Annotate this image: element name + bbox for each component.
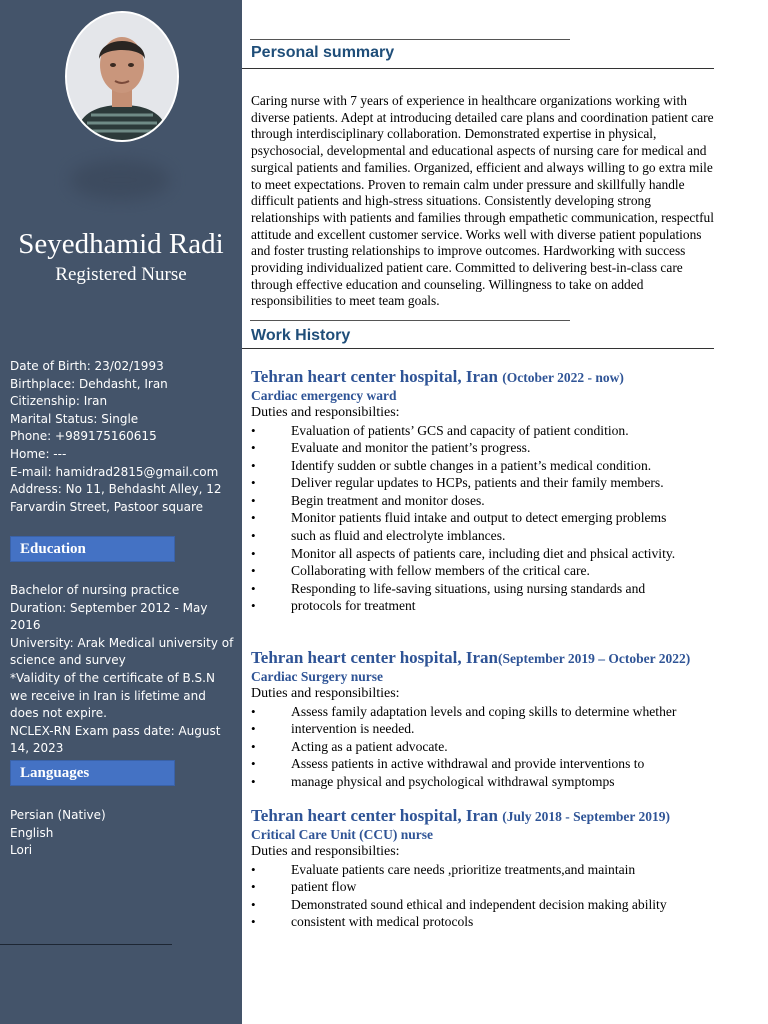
job-title bbox=[251, 648, 751, 668]
info-line: E-mail: hamidrad2815@gmail.com bbox=[10, 464, 219, 479]
work-rule-bottom bbox=[242, 348, 714, 349]
candidate-name: Seyedhamid Radi bbox=[18, 228, 224, 260]
duty-item: • Deliver regular updates to HCPs, patients and their family members. bbox=[251, 474, 751, 492]
duty-item: • manage physical and psychological withdrawal symptomps bbox=[251, 773, 751, 791]
job-dates: (July 2018 - September 2019) bbox=[502, 809, 670, 824]
duties-label: Duties and responsibilties: bbox=[251, 844, 400, 859]
job-role: Critical Care Unit (CCU) nurse bbox=[251, 827, 433, 842]
job-title bbox=[251, 806, 751, 826]
duty-item: • Acting as a patient advocate. bbox=[251, 738, 751, 756]
duty-item: • Monitor all aspects of patients care, including diet and phsical activity. bbox=[251, 545, 751, 563]
duty-item: • such as fluid and electrolyte imblances. bbox=[251, 527, 751, 545]
job-role: Cardiac Surgery nurse bbox=[251, 669, 383, 684]
person-photo-icon bbox=[67, 13, 177, 140]
photo-shadow bbox=[70, 160, 170, 200]
info-line: Address: No 11, Behdasht Alley, 12 Farvardin Street, Pastoor square bbox=[10, 482, 222, 514]
job-title bbox=[251, 367, 751, 387]
job-employer: Tehran heart center hospital, Iran bbox=[251, 367, 503, 386]
duty-item: • Responding to life-saving situations, using nursing standards and bbox=[251, 580, 751, 598]
info-line: Date of Birth: 23/02/1993 bbox=[10, 359, 164, 373]
languages-heading: Languages bbox=[10, 760, 175, 786]
job-employer: Tehran heart center hospital, Iran bbox=[251, 648, 498, 667]
duties-label: Duties and responsibilties: bbox=[251, 405, 400, 420]
summary-rule-top bbox=[250, 39, 570, 40]
duty-item: • intervention is needed. bbox=[251, 720, 751, 738]
duty-item: • patient flow bbox=[251, 878, 751, 896]
sidebar-divider bbox=[0, 944, 172, 945]
education-heading: Education bbox=[10, 536, 175, 562]
personal-info bbox=[10, 358, 235, 516]
duty-item: • Demonstrated sound ethical and independent decision making ability bbox=[251, 896, 751, 914]
duties-list bbox=[251, 422, 751, 616]
info-line: Phone: +989175160615 bbox=[10, 429, 157, 444]
duty-item: • Assess patients in active withdrawal and provide interventions to bbox=[251, 755, 751, 773]
work-rule-top bbox=[250, 320, 570, 321]
duties-list bbox=[251, 703, 751, 791]
education-details bbox=[10, 582, 235, 758]
duty-item: • Collaborating with fellow members of the critical care. bbox=[251, 562, 751, 580]
language-item: Lori bbox=[10, 843, 33, 858]
education-line: University: Arak Medical university of science and survey bbox=[10, 635, 234, 668]
language-item: Persian (Native) bbox=[10, 808, 106, 822]
info-line: Birthplace: Dehdasht, Iran bbox=[10, 376, 168, 391]
job-dates: (October 2022 - now) bbox=[502, 370, 624, 385]
work-heading: Work History bbox=[251, 327, 351, 344]
language-item: English bbox=[10, 825, 54, 840]
job-dates: (September 2019 – October 2022) bbox=[497, 651, 691, 666]
education-line: Duration: September 2012 - May 2016 bbox=[10, 600, 208, 633]
info-line: Citizenship: Iran bbox=[10, 394, 108, 409]
duties-list bbox=[251, 861, 751, 931]
duty-item: • Evaluation of patients’ GCS and capacity of patient condition. bbox=[251, 422, 751, 440]
education-line: Bachelor of nursing practice bbox=[10, 583, 180, 597]
duty-item: • consistent with medical protocols bbox=[251, 913, 751, 931]
duty-item: • Identify sudden or subtle changes in a patient’s medical condition. bbox=[251, 457, 751, 475]
job-role: Cardiac emergency ward bbox=[251, 388, 397, 403]
job-employer: Tehran heart center hospital, Iran bbox=[251, 806, 503, 825]
job-entry bbox=[251, 806, 751, 931]
summary-text: Caring nurse with 7 years of experience in healthcare organizations working with diverse patients. Adept at introducing detailed care plans and coordination patient care through interdisciplinary collaboration. Demonstrated expertise in physical, psychosocial, developmental and educational aspects of nursing care for medical and surgical patients and families. Organized, efficient and always willing to go extra mile to meet expectations. Proven to remain calm under pressure and skillfully handle difficult patients and high-stress situations. Consistently developing strong relationships with patients and families through empathetic communication, respectful attitude and excellent customer service. Works well with diverse patient populations and foster trusting relationships to improve outcomes. Hardworking with success providing individualized patient care. Committed to delivering best-in-class care through effective education and counseling. Willingness to take on added responsibilities to meet team goals. bbox=[251, 93, 714, 309]
summary-rule-bottom bbox=[242, 68, 714, 69]
sidebar bbox=[0, 0, 242, 1024]
info-line: Marital Status: Single bbox=[10, 411, 139, 426]
profile-photo bbox=[65, 11, 179, 142]
job-entry bbox=[251, 367, 751, 615]
duty-item: • Monitor patients fluid intake and output to detect emerging problems bbox=[251, 509, 751, 527]
duty-item: • protocols for treatment bbox=[251, 597, 751, 615]
duty-item: • Evaluate patients care needs ,prioritize treatments,and maintain bbox=[251, 861, 751, 879]
summary-heading: Personal summary bbox=[251, 44, 395, 61]
info-line: Home: --- bbox=[10, 446, 67, 461]
education-line: NCLEX-RN Exam pass date: August 14, 2023 bbox=[10, 723, 221, 756]
duty-item: • Evaluate and monitor the patient’s progress. bbox=[251, 439, 751, 457]
candidate-title: Registered Nurse bbox=[55, 264, 187, 285]
duties-label: Duties and responsibilties: bbox=[251, 686, 400, 701]
languages-list bbox=[10, 807, 235, 860]
duty-item: • Assess family adaptation levels and coping skills to determine whether bbox=[251, 703, 751, 721]
duty-item: • Begin treatment and monitor doses. bbox=[251, 492, 751, 510]
education-line: *Validity of the certificate of B.S.N we receive in Iran is lifetime and does not expire. bbox=[10, 670, 215, 721]
job-entry bbox=[251, 648, 751, 790]
